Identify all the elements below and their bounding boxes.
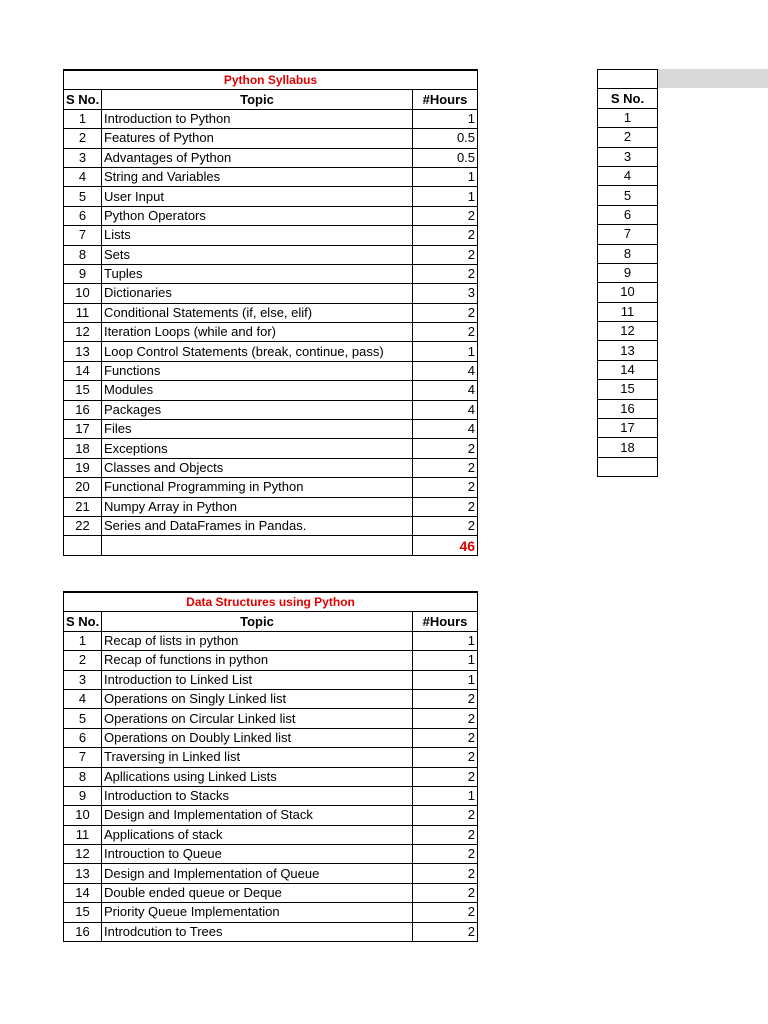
sno-cell: 8 <box>64 245 102 264</box>
table-row <box>598 419 658 438</box>
table-row <box>64 264 478 283</box>
hours-cell: 3 <box>413 284 478 303</box>
table-row <box>64 864 478 883</box>
table-row <box>598 341 658 360</box>
hours-cell: 1 <box>413 651 478 670</box>
sno-cell: 22 <box>64 516 102 535</box>
sno-cell: 3 <box>64 670 102 689</box>
blank-cell <box>598 70 658 89</box>
sno-cell: 7 <box>64 748 102 767</box>
hours-cell: 2 <box>413 922 478 941</box>
hours-cell: 2 <box>413 226 478 245</box>
sno-cell: 7 <box>598 225 658 244</box>
grey-header-band <box>657 69 768 88</box>
sno-cell: 10 <box>598 283 658 302</box>
table-row <box>598 166 658 185</box>
topic-cell: User Input <box>102 187 413 206</box>
topic-cell: Files <box>102 420 413 439</box>
topic-cell: Loop Control Statements (break, continue, pass) <box>102 342 413 361</box>
hours-cell: 2 <box>413 825 478 844</box>
topic-cell: Features of Python <box>102 129 413 148</box>
hours-cell: 2 <box>413 689 478 708</box>
table-row <box>64 245 478 264</box>
topic-cell: Apllications using Linked Lists <box>102 767 413 786</box>
topic-header: Topic <box>102 612 413 631</box>
sno-cell: 4 <box>598 166 658 185</box>
table-row <box>64 709 478 728</box>
table-row <box>64 284 478 303</box>
hours-cell: 2 <box>413 497 478 516</box>
sno-cell: 8 <box>598 244 658 263</box>
hours-cell: 0.5 <box>413 148 478 167</box>
table-row <box>64 323 478 342</box>
table-row <box>598 360 658 379</box>
table-row <box>64 148 478 167</box>
sno-cell: 8 <box>64 767 102 786</box>
sno-cell: 14 <box>598 360 658 379</box>
topic-cell: Advantages of Python <box>102 148 413 167</box>
table-row <box>64 516 478 535</box>
ds-title: Data Structures using Python <box>64 592 478 612</box>
table-row <box>64 728 478 747</box>
topic-cell: Lists <box>102 226 413 245</box>
topic-cell: Introduction to Linked List <box>102 670 413 689</box>
hours-cell: 2 <box>413 245 478 264</box>
sno-cell: 18 <box>64 439 102 458</box>
topic-cell: Design and Implementation of Queue <box>102 864 413 883</box>
sno-cell: 12 <box>64 845 102 864</box>
table-row <box>64 342 478 361</box>
sno-cell: 10 <box>64 284 102 303</box>
table-row <box>64 497 478 516</box>
hours-cell: 1 <box>413 670 478 689</box>
sno-cell: 5 <box>64 187 102 206</box>
sno-cell: 4 <box>64 167 102 186</box>
sno-cell: 18 <box>598 438 658 457</box>
sno-cell: 1 <box>64 631 102 650</box>
sno-cell: 10 <box>64 806 102 825</box>
sno-cell: 6 <box>598 205 658 224</box>
topic-cell: Packages <box>102 400 413 419</box>
table-row <box>598 438 658 457</box>
hours-cell: 2 <box>413 806 478 825</box>
sno-cell: 16 <box>598 399 658 418</box>
sno-cell: 21 <box>64 497 102 516</box>
table-row <box>64 903 478 922</box>
empty-cell <box>64 536 102 555</box>
table-row <box>598 283 658 302</box>
sno-cell: 3 <box>598 147 658 166</box>
hours-cell: 4 <box>413 361 478 380</box>
table-row <box>64 439 478 458</box>
total-row <box>64 536 478 555</box>
table-row <box>64 381 478 400</box>
hours-cell: 4 <box>413 400 478 419</box>
sno-cell: 1 <box>598 108 658 127</box>
topic-cell: Priority Queue Implementation <box>102 903 413 922</box>
table-row <box>64 767 478 786</box>
topic-cell: Recap of functions in python <box>102 651 413 670</box>
table-row <box>598 186 658 205</box>
topic-cell: Traversing in Linked list <box>102 748 413 767</box>
topic-cell: Iteration Loops (while and for) <box>102 323 413 342</box>
table-row <box>598 399 658 418</box>
sno-cell: 9 <box>598 263 658 282</box>
hours-cell: 2 <box>413 458 478 477</box>
topic-cell: Design and Implementation of Stack <box>102 806 413 825</box>
topic-cell: Applications of stack <box>102 825 413 844</box>
sno-cell: 15 <box>64 381 102 400</box>
sno-cell: 9 <box>64 786 102 805</box>
sno-cell: 11 <box>598 302 658 321</box>
sno-cell: 12 <box>598 322 658 341</box>
side-sno-table <box>597 69 658 477</box>
hours-cell: 2 <box>413 748 478 767</box>
total-hours-cell: 46 <box>413 536 478 555</box>
sno-cell: 12 <box>64 323 102 342</box>
sno-header: S No. <box>64 612 102 631</box>
sno-cell: 2 <box>598 128 658 147</box>
sno-cell: 14 <box>64 361 102 380</box>
empty-cell <box>598 457 658 476</box>
hours-cell: 1 <box>413 167 478 186</box>
hours-cell: 2 <box>413 903 478 922</box>
hours-cell: 1 <box>413 786 478 805</box>
sno-cell: 14 <box>64 883 102 902</box>
table-row <box>598 302 658 321</box>
table-row <box>64 109 478 128</box>
topic-cell: Numpy Array in Python <box>102 497 413 516</box>
table-row <box>64 689 478 708</box>
topic-cell: Introduction to Stacks <box>102 786 413 805</box>
table-row <box>64 226 478 245</box>
hours-cell: 1 <box>413 109 478 128</box>
table-row <box>64 400 478 419</box>
topic-cell: String and Variables <box>102 167 413 186</box>
topic-cell: Operations on Doubly Linked list <box>102 728 413 747</box>
table-row <box>598 380 658 399</box>
sno-cell: 15 <box>598 380 658 399</box>
table-row <box>64 806 478 825</box>
hours-cell: 0.5 <box>413 129 478 148</box>
table-row <box>598 128 658 147</box>
hours-header: #Hours <box>413 90 478 109</box>
topic-cell: Introuction to Queue <box>102 845 413 864</box>
sno-cell: 11 <box>64 825 102 844</box>
table-row <box>64 187 478 206</box>
hours-cell: 2 <box>413 323 478 342</box>
topic-cell: Introdcution to Trees <box>102 922 413 941</box>
topic-cell: Tuples <box>102 264 413 283</box>
sno-cell: 16 <box>64 922 102 941</box>
table-row <box>64 883 478 902</box>
sno-cell: 2 <box>64 129 102 148</box>
table-row <box>598 457 658 476</box>
sno-cell: 15 <box>64 903 102 922</box>
hours-cell: 2 <box>413 303 478 322</box>
hours-cell: 4 <box>413 420 478 439</box>
topic-cell: Functions <box>102 361 413 380</box>
hours-cell: 4 <box>413 381 478 400</box>
sno-cell: 13 <box>64 342 102 361</box>
hours-cell: 1 <box>413 342 478 361</box>
table-row <box>598 322 658 341</box>
sno-header: S No. <box>598 89 658 108</box>
table-row <box>64 825 478 844</box>
table-row <box>64 361 478 380</box>
hours-cell: 2 <box>413 845 478 864</box>
syllabus-title: Python Syllabus <box>64 70 478 90</box>
sno-cell: 19 <box>64 458 102 477</box>
hours-header: #Hours <box>413 612 478 631</box>
table-row <box>64 786 478 805</box>
sno-cell: 16 <box>64 400 102 419</box>
table-row <box>64 845 478 864</box>
table-row <box>64 420 478 439</box>
hours-cell: 2 <box>413 709 478 728</box>
table-row <box>64 206 478 225</box>
topic-cell: Modules <box>102 381 413 400</box>
sno-cell: 6 <box>64 206 102 225</box>
table-row <box>64 478 478 497</box>
table-row <box>598 205 658 224</box>
sno-cell: 11 <box>64 303 102 322</box>
topic-cell: Operations on Circular Linked list <box>102 709 413 728</box>
hours-cell: 1 <box>413 631 478 650</box>
sno-cell: 13 <box>64 864 102 883</box>
sno-cell: 1 <box>64 109 102 128</box>
table-row <box>598 147 658 166</box>
table-row <box>598 263 658 282</box>
topic-cell: Recap of lists in python <box>102 631 413 650</box>
table-row <box>598 225 658 244</box>
topic-cell: Double ended queue or Deque <box>102 883 413 902</box>
hours-cell: 2 <box>413 264 478 283</box>
hours-cell: 2 <box>413 478 478 497</box>
table-row <box>64 129 478 148</box>
sno-cell: 6 <box>64 728 102 747</box>
table-row <box>64 922 478 941</box>
topic-cell: Introduction to Python <box>102 109 413 128</box>
topic-cell: Functional Programming in Python <box>102 478 413 497</box>
hours-cell: 1 <box>413 187 478 206</box>
table-row <box>64 670 478 689</box>
table-row <box>64 167 478 186</box>
topic-header: Topic <box>102 90 413 109</box>
sno-cell: 2 <box>64 651 102 670</box>
hours-cell: 2 <box>413 516 478 535</box>
topic-cell: Dictionaries <box>102 284 413 303</box>
topic-cell: Operations on Singly Linked list <box>102 689 413 708</box>
sno-cell: 17 <box>64 420 102 439</box>
sno-cell: 5 <box>598 186 658 205</box>
hours-cell: 2 <box>413 767 478 786</box>
sno-cell: 20 <box>64 478 102 497</box>
hours-cell: 2 <box>413 439 478 458</box>
table-row <box>598 108 658 127</box>
table-row <box>64 303 478 322</box>
sno-cell: 13 <box>598 341 658 360</box>
hours-cell: 2 <box>413 206 478 225</box>
topic-cell: Exceptions <box>102 439 413 458</box>
hours-cell: 2 <box>413 864 478 883</box>
data-structures-table <box>63 591 478 942</box>
sno-cell: 5 <box>64 709 102 728</box>
topic-cell: Sets <box>102 245 413 264</box>
table-row <box>64 748 478 767</box>
topic-cell: Classes and Objects <box>102 458 413 477</box>
table-row <box>64 631 478 650</box>
sno-cell: 4 <box>64 689 102 708</box>
sno-cell: 3 <box>64 148 102 167</box>
topic-cell: Series and DataFrames in Pandas. <box>102 516 413 535</box>
topic-cell: Conditional Statements (if, else, elif) <box>102 303 413 322</box>
sno-cell: 7 <box>64 226 102 245</box>
sno-cell: 9 <box>64 264 102 283</box>
hours-cell: 2 <box>413 728 478 747</box>
table-row <box>64 651 478 670</box>
topic-cell: Python Operators <box>102 206 413 225</box>
empty-cell <box>102 536 413 555</box>
sno-cell: 17 <box>598 419 658 438</box>
table-row <box>598 244 658 263</box>
sno-header: S No. <box>64 90 102 109</box>
hours-cell: 2 <box>413 883 478 902</box>
table-row <box>64 458 478 477</box>
python-syllabus-table <box>63 69 478 556</box>
